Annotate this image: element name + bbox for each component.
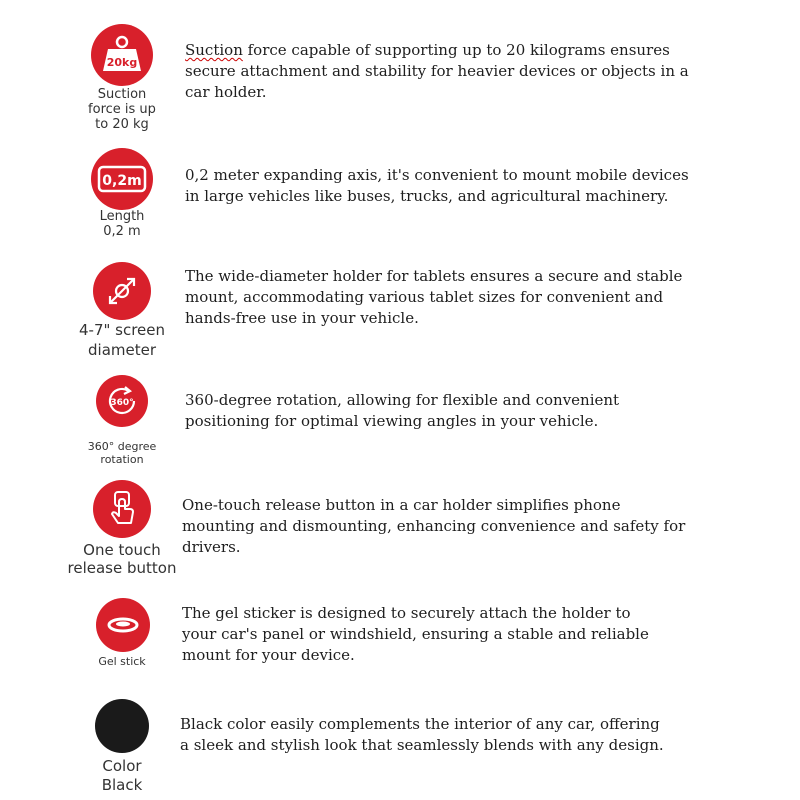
feature-description: The gel sticker is designed to securely attach the holder to your car's panel or windshield, ensuring a stable and reliable mount for your device.	[182, 604, 649, 664]
feature-description: 360-degree rotation, allowing for flexible and convenient positioning for optimal viewing angles in your vehicle.	[185, 391, 620, 430]
feature-caption: Length 0,2 m	[99, 209, 145, 239]
weight-icon-label: 20kg	[106, 56, 138, 69]
feature-description: Black color easily complements the interior of any car, offering a sleek and stylish look that seamlessly blends with any design.	[180, 715, 664, 754]
feature-caption: Gel stick	[98, 655, 146, 668]
feature-caption: Suction force is up to 20 kg	[88, 87, 156, 132]
feature-caption: 4-7" screen diameter	[78, 321, 166, 359]
gel-sticker-icon	[96, 598, 150, 652]
diameter-icon	[93, 262, 151, 320]
feature-caption: Color Black	[101, 757, 143, 794]
rotation-360-icon	[96, 375, 148, 427]
feature-description	[185, 40, 765, 103]
weight-icon	[91, 24, 153, 86]
touch-button-icon	[93, 480, 151, 538]
feature-description-rest: force capable of supporting up to 20 kilograms ensures secure attachment and stability for heavier devices or objects in a car holder.	[185, 41, 689, 101]
length-badge-icon	[91, 148, 153, 210]
feature-description: One-touch release button in a car holder simplifies phone mounting and dismounting, enhancing convenience and safety for drivers.	[182, 496, 686, 556]
rotation-icon-label: 360°	[110, 398, 134, 408]
feature-caption: 360° degree rotation	[87, 440, 157, 466]
feature-description: The wide-diameter holder for tablets ensures a secure and stable mount, accommodating various tablet sizes for convenient and hands-free use in your vehicle.	[185, 267, 683, 327]
feature-caption: One touch release button	[67, 541, 177, 577]
feature-description: 0,2 meter expanding axis, it's convenient to mount mobile devices in large vehicles like buses, trucks, and agricultural machinery.	[185, 166, 689, 205]
length-badge-label: 0,2m	[102, 173, 142, 189]
spellcheck-underlined-word: Suction	[185, 41, 243, 59]
black-color-swatch-icon	[95, 699, 149, 753]
